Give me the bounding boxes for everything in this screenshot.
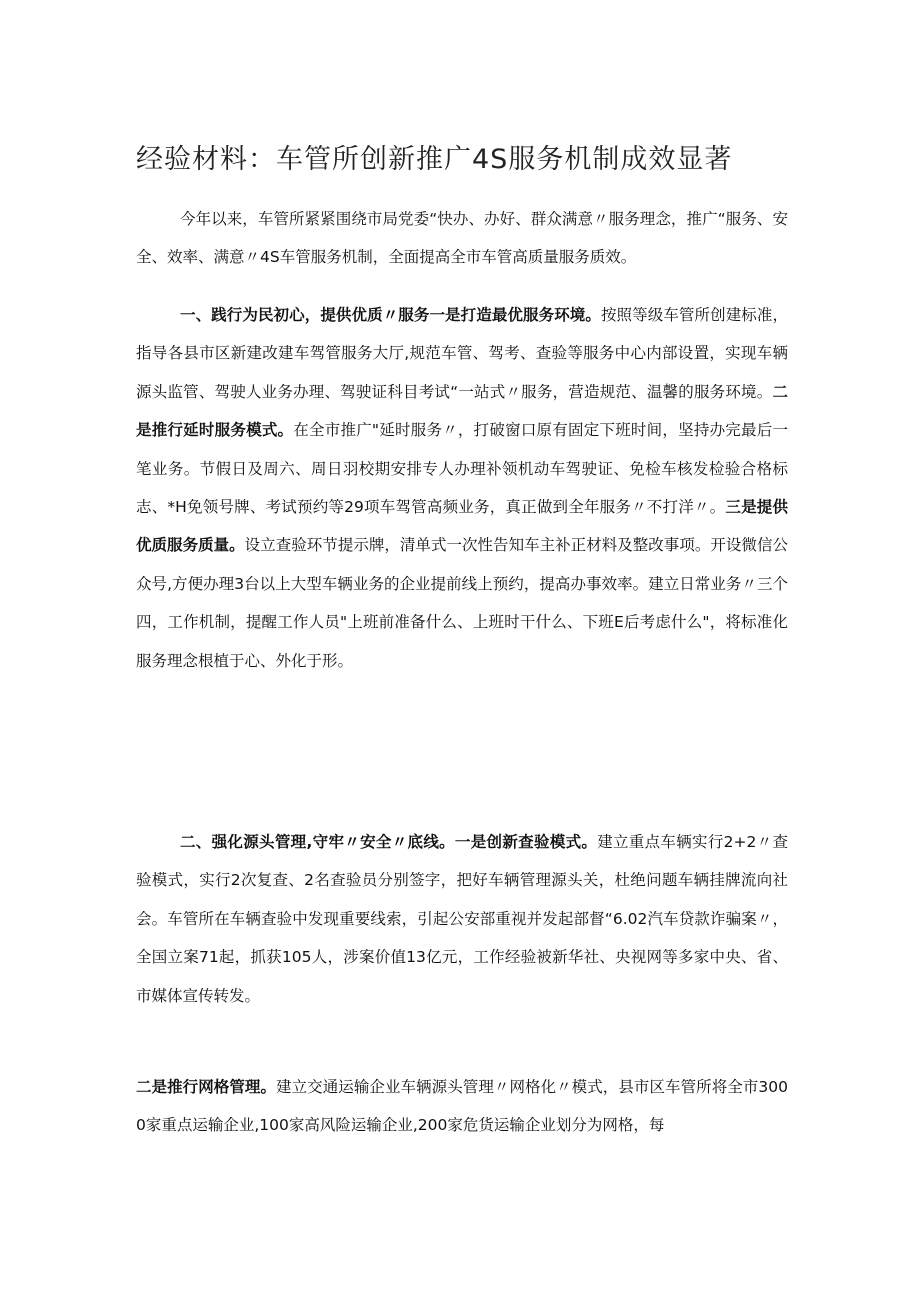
intro-paragraph <box>136 200 788 277</box>
section-one-text-2: 在全市推广"延时服务〃，打破窗口原有固定下班时间，坚持办完最后一笔业务。节假日及周六、周日羽校期安排专人办理补领机动车驾驶证、免检车核发检验合格标志、*H免领号牌、考试预约等29项车驾管高频业务，真正做到全年服务〃不打洋〃。 <box>136 421 788 517</box>
section-one-sub-3: 三是提供优质服务质量。 <box>136 498 788 555</box>
section-two-text-1: 建立重点车辆实行2+2〃查验模式，实行2次复查、2名查验员分别签字，把好车辆管理源头关，杜绝问题车辆挂牌流向社会。车管所在车辆查验中发现重要线索，引起公安部重视并发起部督“6.02汽车贷款诈骗案〃，全国立案71起，抓获105人，涉案价值13亿元，工作经验被新华社、央视网等多家中央、省、市媒体宣传转发。 <box>136 833 788 1005</box>
section-three-heading: 二是推行网格管理。 <box>136 1078 277 1096</box>
section-one-heading: 一、践行为民初心，提供优质〃服务一是打造最优服务环境。 <box>180 306 601 324</box>
intro-text: 今年以来，车管所紧紧围绕市局党委“快办、办好、群众满意〃服务理念，推广“服务、安全、效率、满意〃4S车管服务机制，全面提高全市车管高质量服务质效。 <box>136 210 788 267</box>
section-one-text-1: 按照等级车管所创建标准，指导各县市区新建改建车驾管服务大厅,规范车管、驾考、查验等服务中心内部设置，实现车辆源头监管、驾驶人业务办理、驾驶证科目考试“一站式〃服务，营造规范、温馨的服务环境。 <box>136 306 788 401</box>
section-three-paragraph <box>136 1068 788 1145</box>
document-title: 经验材料：车管所创新推广4S服务机制成效显著 <box>136 144 733 175</box>
section-two-heading: 二、强化源头管理,守牢〃安全〃底线。一是创新查验模式。 <box>180 833 598 851</box>
section-three-text-1: 建立交通运输企业车辆源头管理〃网格化〃模式，县市区车管所将全市3000家重点运输企业,100家高风险运输企业,200家危货运输企业划分为网格，每 <box>136 1078 788 1135</box>
section-two-paragraph <box>136 823 788 1015</box>
section-one-sub-2: 二是推行延时服务模式。 <box>136 382 788 440</box>
section-one-paragraph <box>136 296 788 680</box>
section-one-text-3: 设立查验环节提示牌，清单式一次性告知车主补正材料及整改事项。开设微信公众号,方便办理3台以上大型车辆业务的企业提前线上预约，提高办事效率。建立日常业务〃三个四，工作机制，提醒工作人员"上班前准备什么、上班时干什么、下班E后考虑什么"，将标准化服务理念根植于心、外化于形。 <box>136 536 788 670</box>
